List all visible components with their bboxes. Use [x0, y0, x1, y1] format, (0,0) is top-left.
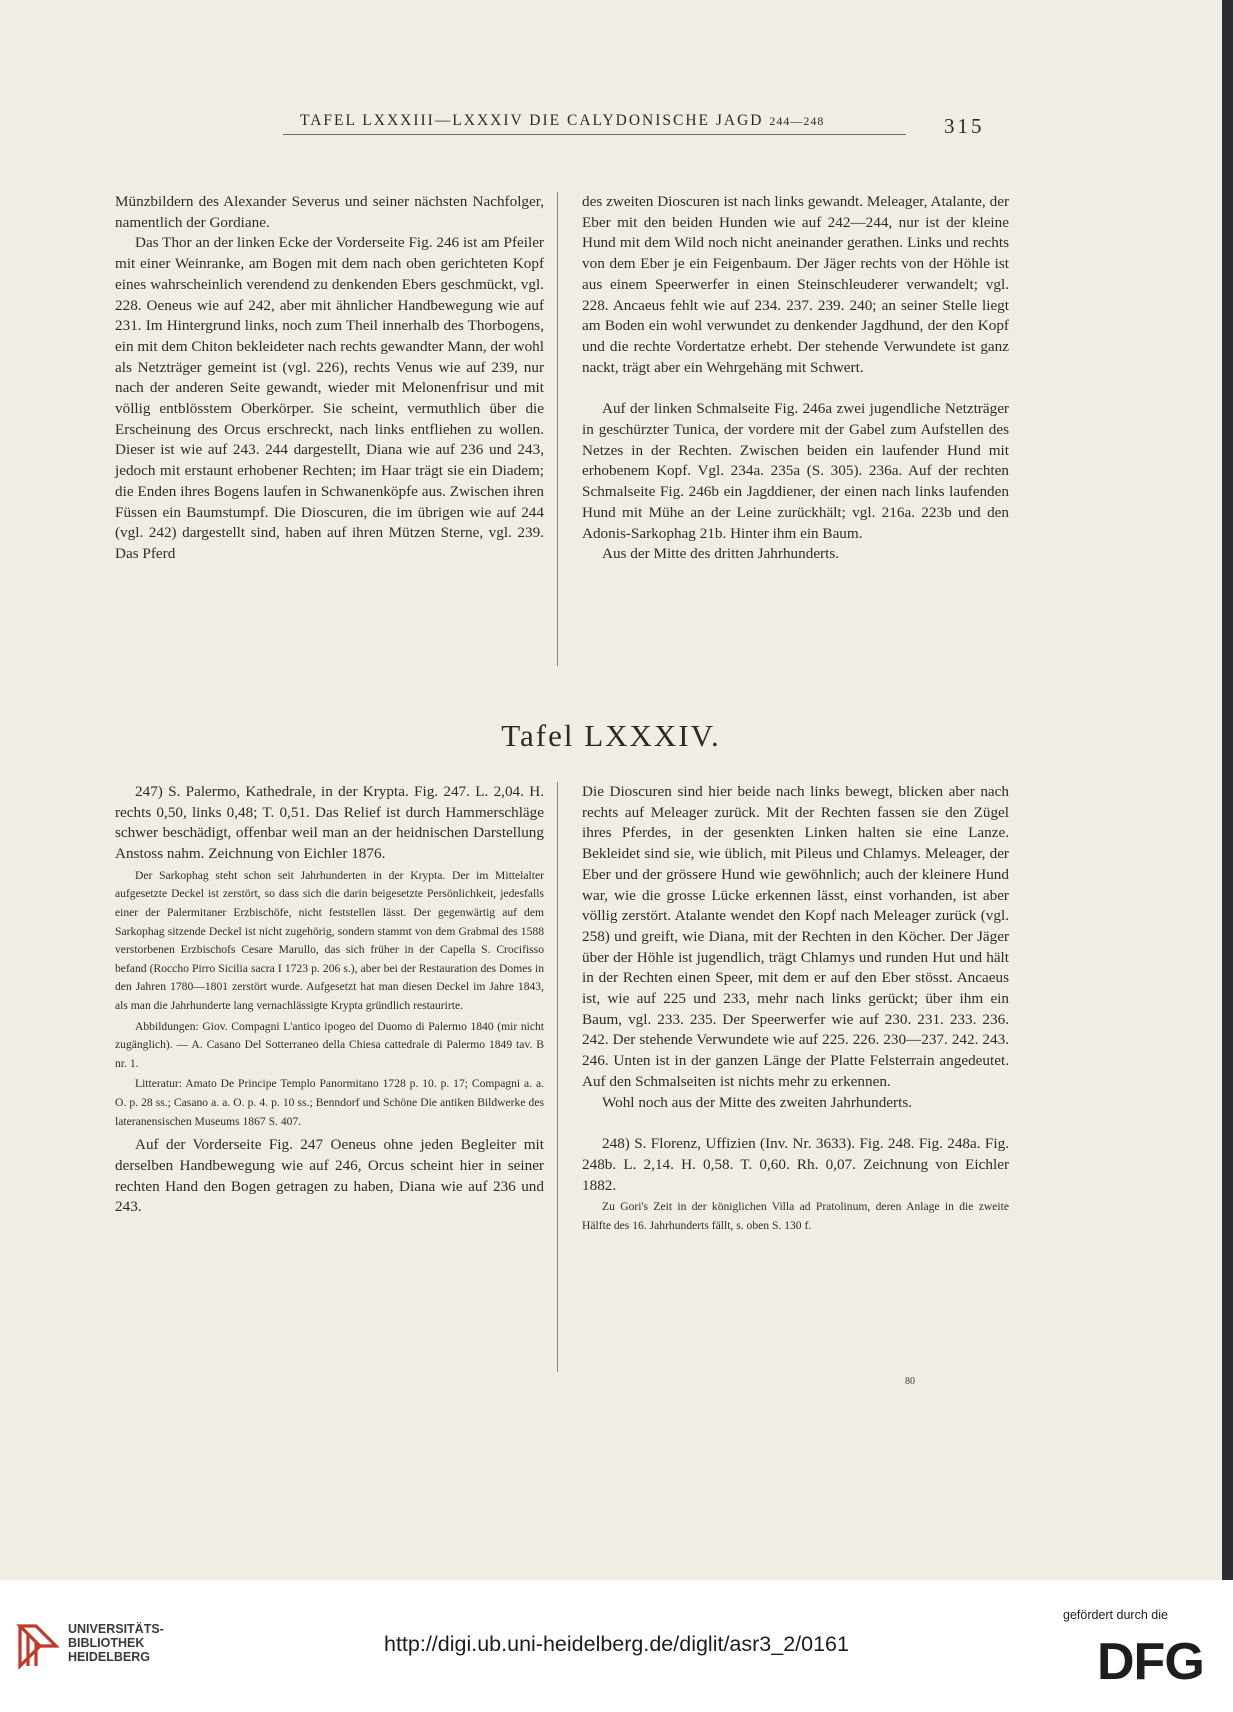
funded-by-label: gefördert durch die	[1063, 1608, 1168, 1622]
top-right-column	[582, 192, 1009, 565]
column-rule	[557, 192, 558, 666]
paragraph: Wohl noch aus der Mitte des zweiten Jahrhunderts.	[602, 1093, 913, 1111]
scan-border	[1222, 0, 1233, 1580]
page-number: 315	[944, 114, 985, 138]
plate-title: Tafel LXXXIV.	[501, 718, 721, 753]
running-title: TAFEL LXXXIII—LXXXIV DIE CALYDONISCHE JAGD	[300, 112, 764, 129]
library-name-line: HEIDELBERG	[68, 1650, 150, 1664]
bottom-right-column	[582, 782, 1009, 1236]
paragraph: des zweiten Dioscuren ist nach links gewandt. Meleager, Atalante, der Eber mit den beiden Hunden wie auf 242—244, nur ist der kleine Hund mit dem Wild noch nicht aneinander gerathen. Links und rechts von dem Eber je ein Feigenbaum. Der Jäger rechts von der Höhle ist aus einem Speerwerfer in einen Steinschleuderer verwandelt; vgl. 228. Ancaeus fehlt wie auf 234. 237. 239. 240; an seiner Stelle liegt am Boden ein wohl verwundet zu denkender Jagdhund, der den Kopf und die rechte Vordertatze erhebt. Der stehende Verwundete ist ganz nackt, trägt aber ein Wehrgehäng mit Schwert.	[582, 193, 1009, 376]
paragraph: Auf der Vorderseite Fig. 247 Oeneus ohne jeden Begleiter mit derselben Handbewegung wie auf 246, Orcus scheint hier in seiner rechten Hand den Bogen getragen zu haben, Diana wie auf 236 und 243.	[115, 1136, 544, 1216]
bottom-left-column	[115, 782, 544, 1218]
header-page-range: 244—248	[769, 114, 825, 128]
paragraph: Auf der linken Schmalseite Fig. 246a zwei jugendliche Netzträger in geschürzter Tunica, der vordere mit der Gabel zum Aufstellen des Netzes in der Rechten. Zwischen beiden ein laufender Hund mit erhobenem Kopf. Vgl. 234a. 235a (S. 305). 236a. Auf der rechten Schmalseite Fig. 246b ein Jagddiener, der einen nach links laufenden Hund mit Mühe an der Leine zurückhält; vgl. 216a. 223b und den Adonis-Sarkophag 21b. Hinter ihm ein Baum.	[582, 400, 1009, 542]
signature-mark: 80	[905, 1376, 915, 1387]
dfg-logo[interactable]: DFG	[1097, 1633, 1204, 1691]
column-rule	[557, 782, 558, 1372]
literature-paragraph: Litteratur: Amato De Principe Templo Panormitano 1728 p. 10. p. 17; Compagni a. a. O. p. 28 ss.; Casano a. a. O. p. 4. p. 10 ss.; Benndorf und Schöne Die antiken Bildwerke des lateranensischen Museums 1867 S. 407.	[115, 1077, 544, 1128]
top-left-column	[115, 192, 544, 565]
permalink-url[interactable]: http://digi.ub.uni-heidelberg.de/diglit/asr3_2/0161	[384, 1632, 849, 1656]
paragraph: Das Thor an der linken Ecke der Vorderseite Fig. 246 ist am Pfeiler mit einer Weinranke, am Bogen mit dem nach oben gerichteten Kopf eines wahrscheinlich verendend zu denkenden Ebers geschmückt, vgl. 228. Oeneus wie auf 242, aber mit ähnlicher Handbewegung wie auf 231. Im Hintergrund links, noch zum Theil innerhalb des Thorbogens, ein mit dem Chiton bekleideter nach rechts gewandter Mann, der wohl als Netzträger gemeint ist (vgl. 226), rechts Venus wie auf 239, nur nach der anderen Seite gewandt, wieder mit Melonenfrisur und mit völlig entblösstem Oberkörper. Sie scheint, vermuthlich über die Erscheinung des Orcus erschreckt, nach links entfliehen zu wollen. Dieser ist wie auf 243. 244 dargestellt, Diana wie auf 236 und 243, jedoch mit erstaunt erhobener Rechten; im Haar trägt sie ein Diadem; die Enden ihres Bogens laufen in Schwanenköpfe aus. Zwischen ihren Füssen ein Baumstumpf. Die Dioscuren, die im übrigen wie auf 244 (vgl. 242) dargestellt sind, haben auf ihren Mützen Sterne, vgl. 239. Das Pferd	[115, 234, 544, 562]
paragraph: Aus der Mitte des dritten Jahrhunderts.	[602, 545, 840, 563]
running-header	[300, 112, 824, 130]
illustrations-paragraph: Abbildungen: Giov. Compagni L'antico ipogeo del Duomo di Palermo 1840 (mir nicht zugänglich). — A. Casano Del Sotterraneo della Chiesa cattedrale di Palermo 1849 tav. B nr. 1.	[115, 1019, 544, 1070]
catalogue-entry-248: 248) S. Florenz, Uffizien (Inv. Nr. 3633). Fig. 248. Fig. 248a. Fig. 248b. L. 2,14. H. 0,58. T. 0,60. Rh. 0,07. Zeichnung von Eichler 1882.	[582, 1135, 1009, 1194]
footnote-paragraph: Zu Gori's Zeit in der königlichen Villa ad Pratolinum, deren Anlage in die zweite Hälfte des 16. Jahrhunderts fällt, s. oben S. 130 f.	[582, 1200, 1009, 1232]
footnote-paragraph: Der Sarkophag steht schon seit Jahrhunderten in der Krypta. Der im Mittelalter aufgesetzte Deckel ist zerstört, so dass sich die darin beigesetzte Persönlichkeit, jedesfalls einer der Palermitaner Erzbischöfe, nicht feststellen lässt. Der gegenwärtig auf dem Sarkophag sitzende Deckel ist nicht zugehörig, sondern stammt von dem Grabmal des 1588 verstorbenen Erzbischofs Cesare Marullo, das sich früher in der Capella S. Crocifisso befand (Roccho Pirro Sicilia sacra I 1723 p. 206 s.), aber bei der Restauration des Domes in den Jahren 1780—1801 zerstört wurde. Aufgesetzt hat man diesen Deckel im Jahre 1843, als man die Jahrhunderte lang vernachlässigte Krypta gründlich restaurirte.	[115, 868, 544, 1012]
header-rule	[283, 134, 906, 135]
library-name-line: BIBLIOTHEK	[68, 1636, 145, 1650]
library-name-line: UNIVERSITÄTS-	[68, 1622, 164, 1636]
paragraph: Münzbildern des Alexander Severus und seiner nächsten Nachfolger, namentlich der Gordiane.	[115, 193, 544, 231]
catalogue-entry-247: 247) S. Palermo, Kathedrale, in der Krypta. Fig. 247. L. 2,04. H. rechts 0,50, links 0,48; T. 0,51. Das Relief ist durch Hammerschläge schwer beschädigt, offenbar weil man an der heidnischen Darstellung Anstoss nahm. Zeichnung von Eichler 1876.	[115, 783, 544, 863]
paragraph: Die Dioscuren sind hier beide nach links bewegt, blicken aber nach rechts auf Meleager zurück. Mit der Rechten fassen sie den Zügel ihres Pferdes, in der gesenkten Linken halten sie eine Lanze. Bekleidet sind sie, wie üblich, mit Pileus und Chlamys. Meleager, der Eber und der grössere Hund wie gewöhnlich; auch der kleinere Hund war, wie die grosse Lücke erkennen lässt, einst vorhanden, ist aber völlig zerstört. Atalante wendet den Kopf nach Meleager zurück (vgl. 258) und greift, wie Diana, mit der Rechten in den Köcher. Der Jäger über der Höhle ist jugendlich, trägt Chlamys und runden Hut und hält in der Rechten einen Speer, mit dem er auf den Eber stösst. Ancaeus ist, wie auf 225 und 233, mehr nach links gerückt; über ihm ein Baum, vgl. 233. 235. Der Speerwerfer wie auf 230. 231. 233. 236. 242. Der stehende Verwundete wie auf 225. 226. 230—237. 242. 243. 246. Unten ist in der ganzen Länge der Platte Felsterrain angedeutet. Auf den Schmalseiten ist nichts mehr zu erkennen.	[582, 783, 1009, 1090]
